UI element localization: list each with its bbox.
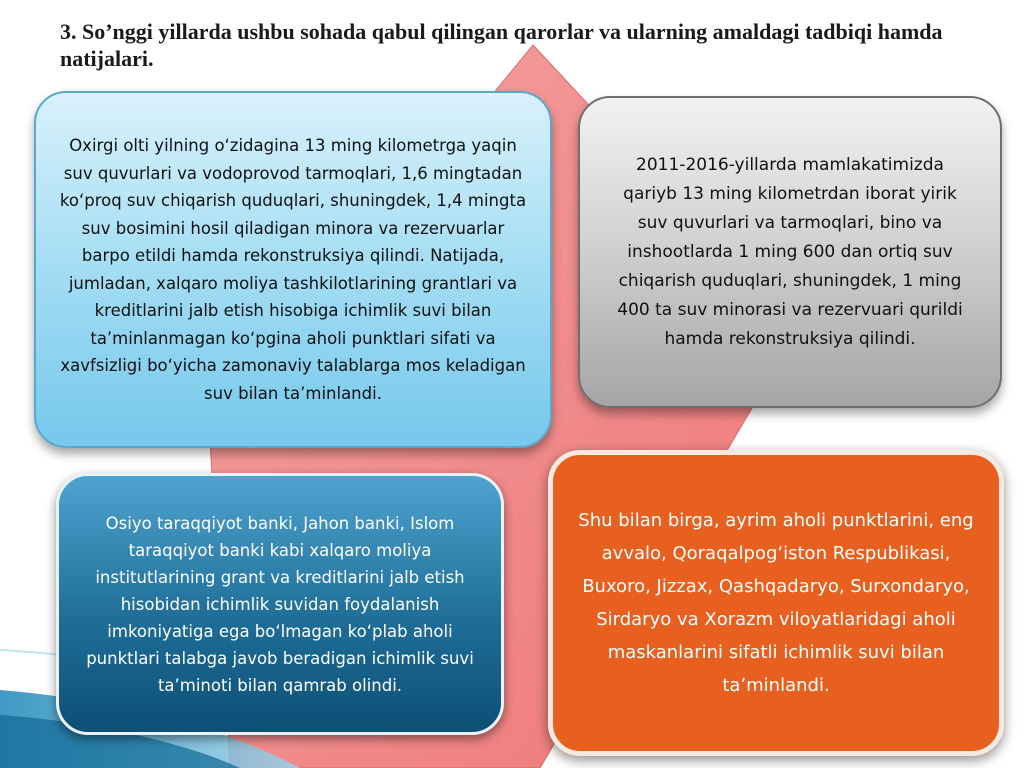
- info-box-bottom-right-text: Shu bilan birga, ayrim aholi punktlarini, eng avvalo, Qoraqalpog‘iston Respublikasi, Buxoro, Jizzax, Qashqadaryo, Surxondaryo, Sirdaryo va Xorazm viloyatlaridagi aholi maskanlarini sifatli ichimlik suvi bilan ta’minlandi.: [578, 510, 974, 696]
- info-box-top-right: [578, 96, 1002, 408]
- info-box-top-left-text: Oxirgi olti yilning o‘zidagina 13 ming kilometrga yaqin suv quvurlari va vodoprovod tarmoqlari, 1,6 mingtadan ko‘proq suv chiqarish quduqlari, shuningdek, 1,4 mingta suv bosimini hosil qiladigan minora va rezervuarlar barpo etildi hamda rekonstruksiya qilindi. Natijada, jumladan, xalqaro moliya tashkilotlarining grantlari va kreditlarini jalb etish hisobiga ichimlik suvi bilan ta’minlanmagan ko‘pgina aholi punktlari sifati va xavfsizligi bo‘yicha zamonaviy talablarga mos keladigan suv bilan ta’minlandi.: [59, 136, 527, 403]
- info-box-bottom-left: [56, 473, 504, 735]
- info-box-top-left: [34, 91, 552, 448]
- slide-title: 3. So’nggi yillarda ushbu sohada qabul qilingan qarorlar va ularning amaldagi tadbiqi hamda natijalari.: [60, 19, 943, 71]
- info-box-bottom-right: [548, 450, 1004, 756]
- info-box-bottom-left-text: Osiyo taraqqiyot banki, Jahon banki, Islom taraqqiyot banki kabi xalqaro moliya institutlarining grant va kreditlarini jalb etish hisobidan ichimlik suvidan foydalanish imkoniyatiga ega bo‘lmagan ko‘plab aholi punktlari talabga javob beradigan ichimlik suvi ta’minoti bilan qamrab olindi.: [86, 513, 474, 695]
- info-box-top-right-text: 2011-2016-yillarda mamlakatimizda qariyb 13 ming kilometrdan iborat yirik suv quvurlari va tarmoqlari, bino va inshootlarda 1 ming 600 dan ortiq suv chiqarish quduqlari, shuningdek, 1 ming 400 ta suv minorasi va rezervuari qurildi hamda rekonstruksiya qilindi.: [617, 154, 963, 349]
